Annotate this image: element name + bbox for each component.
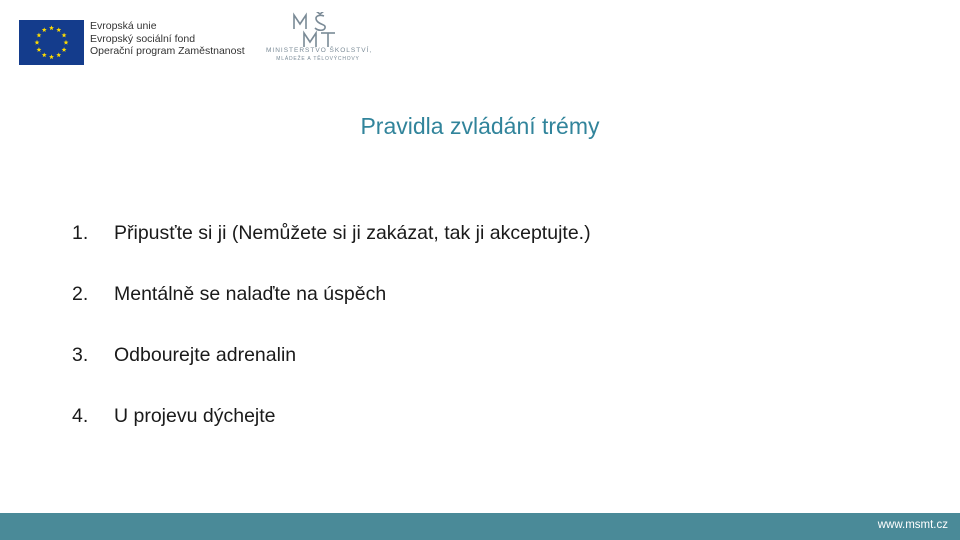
footer-bar: [0, 513, 960, 540]
msmt-logo-mark: [290, 12, 340, 52]
list-item: [72, 218, 932, 279]
list-item-text: Odbourejte adrenalin: [114, 344, 297, 366]
list-item: [72, 401, 932, 462]
eu-logo-text: [90, 20, 245, 58]
list-item-text: Mentálně se nalaďte na úspěch: [114, 283, 387, 305]
list-item-text: U projevu dýchejte: [114, 405, 276, 427]
msmt-logo-line2: MLÁDEŽE A TĚLOVÝCHOVY: [276, 56, 360, 62]
footer-website-link[interactable]: www.msmt.cz: [877, 519, 948, 531]
msmt-logo: [266, 12, 373, 68]
slide-header: [0, 0, 960, 80]
eu-logo-line1: Evropská unie: [90, 20, 157, 32]
list-item-number: 3.: [72, 344, 89, 366]
list-item-number: 2.: [72, 283, 89, 305]
eu-logo-line2: Evropský sociální fond: [90, 32, 196, 45]
list-item-text: Připusťte si ji (Nemůžete si ji zakázat, tak ji akceptujte.): [114, 222, 591, 244]
list-item: [72, 279, 932, 340]
rules-list: [72, 218, 932, 462]
eu-flag-icon: [19, 20, 84, 65]
list-item: [72, 340, 932, 401]
msmt-logo-line1: MINISTERSTVO ŠKOLSTVÍ,: [266, 47, 373, 54]
list-item-number: 1.: [72, 222, 89, 244]
msmt-mark-text: MŠMT: [290, 12, 293, 13]
eu-logo-line3: Operační program Zaměstnanost: [90, 45, 245, 57]
list-item-number: 4.: [72, 405, 89, 427]
eu-logo: [19, 20, 245, 65]
slide-title: Pravidla zvládání trémy: [360, 113, 600, 139]
